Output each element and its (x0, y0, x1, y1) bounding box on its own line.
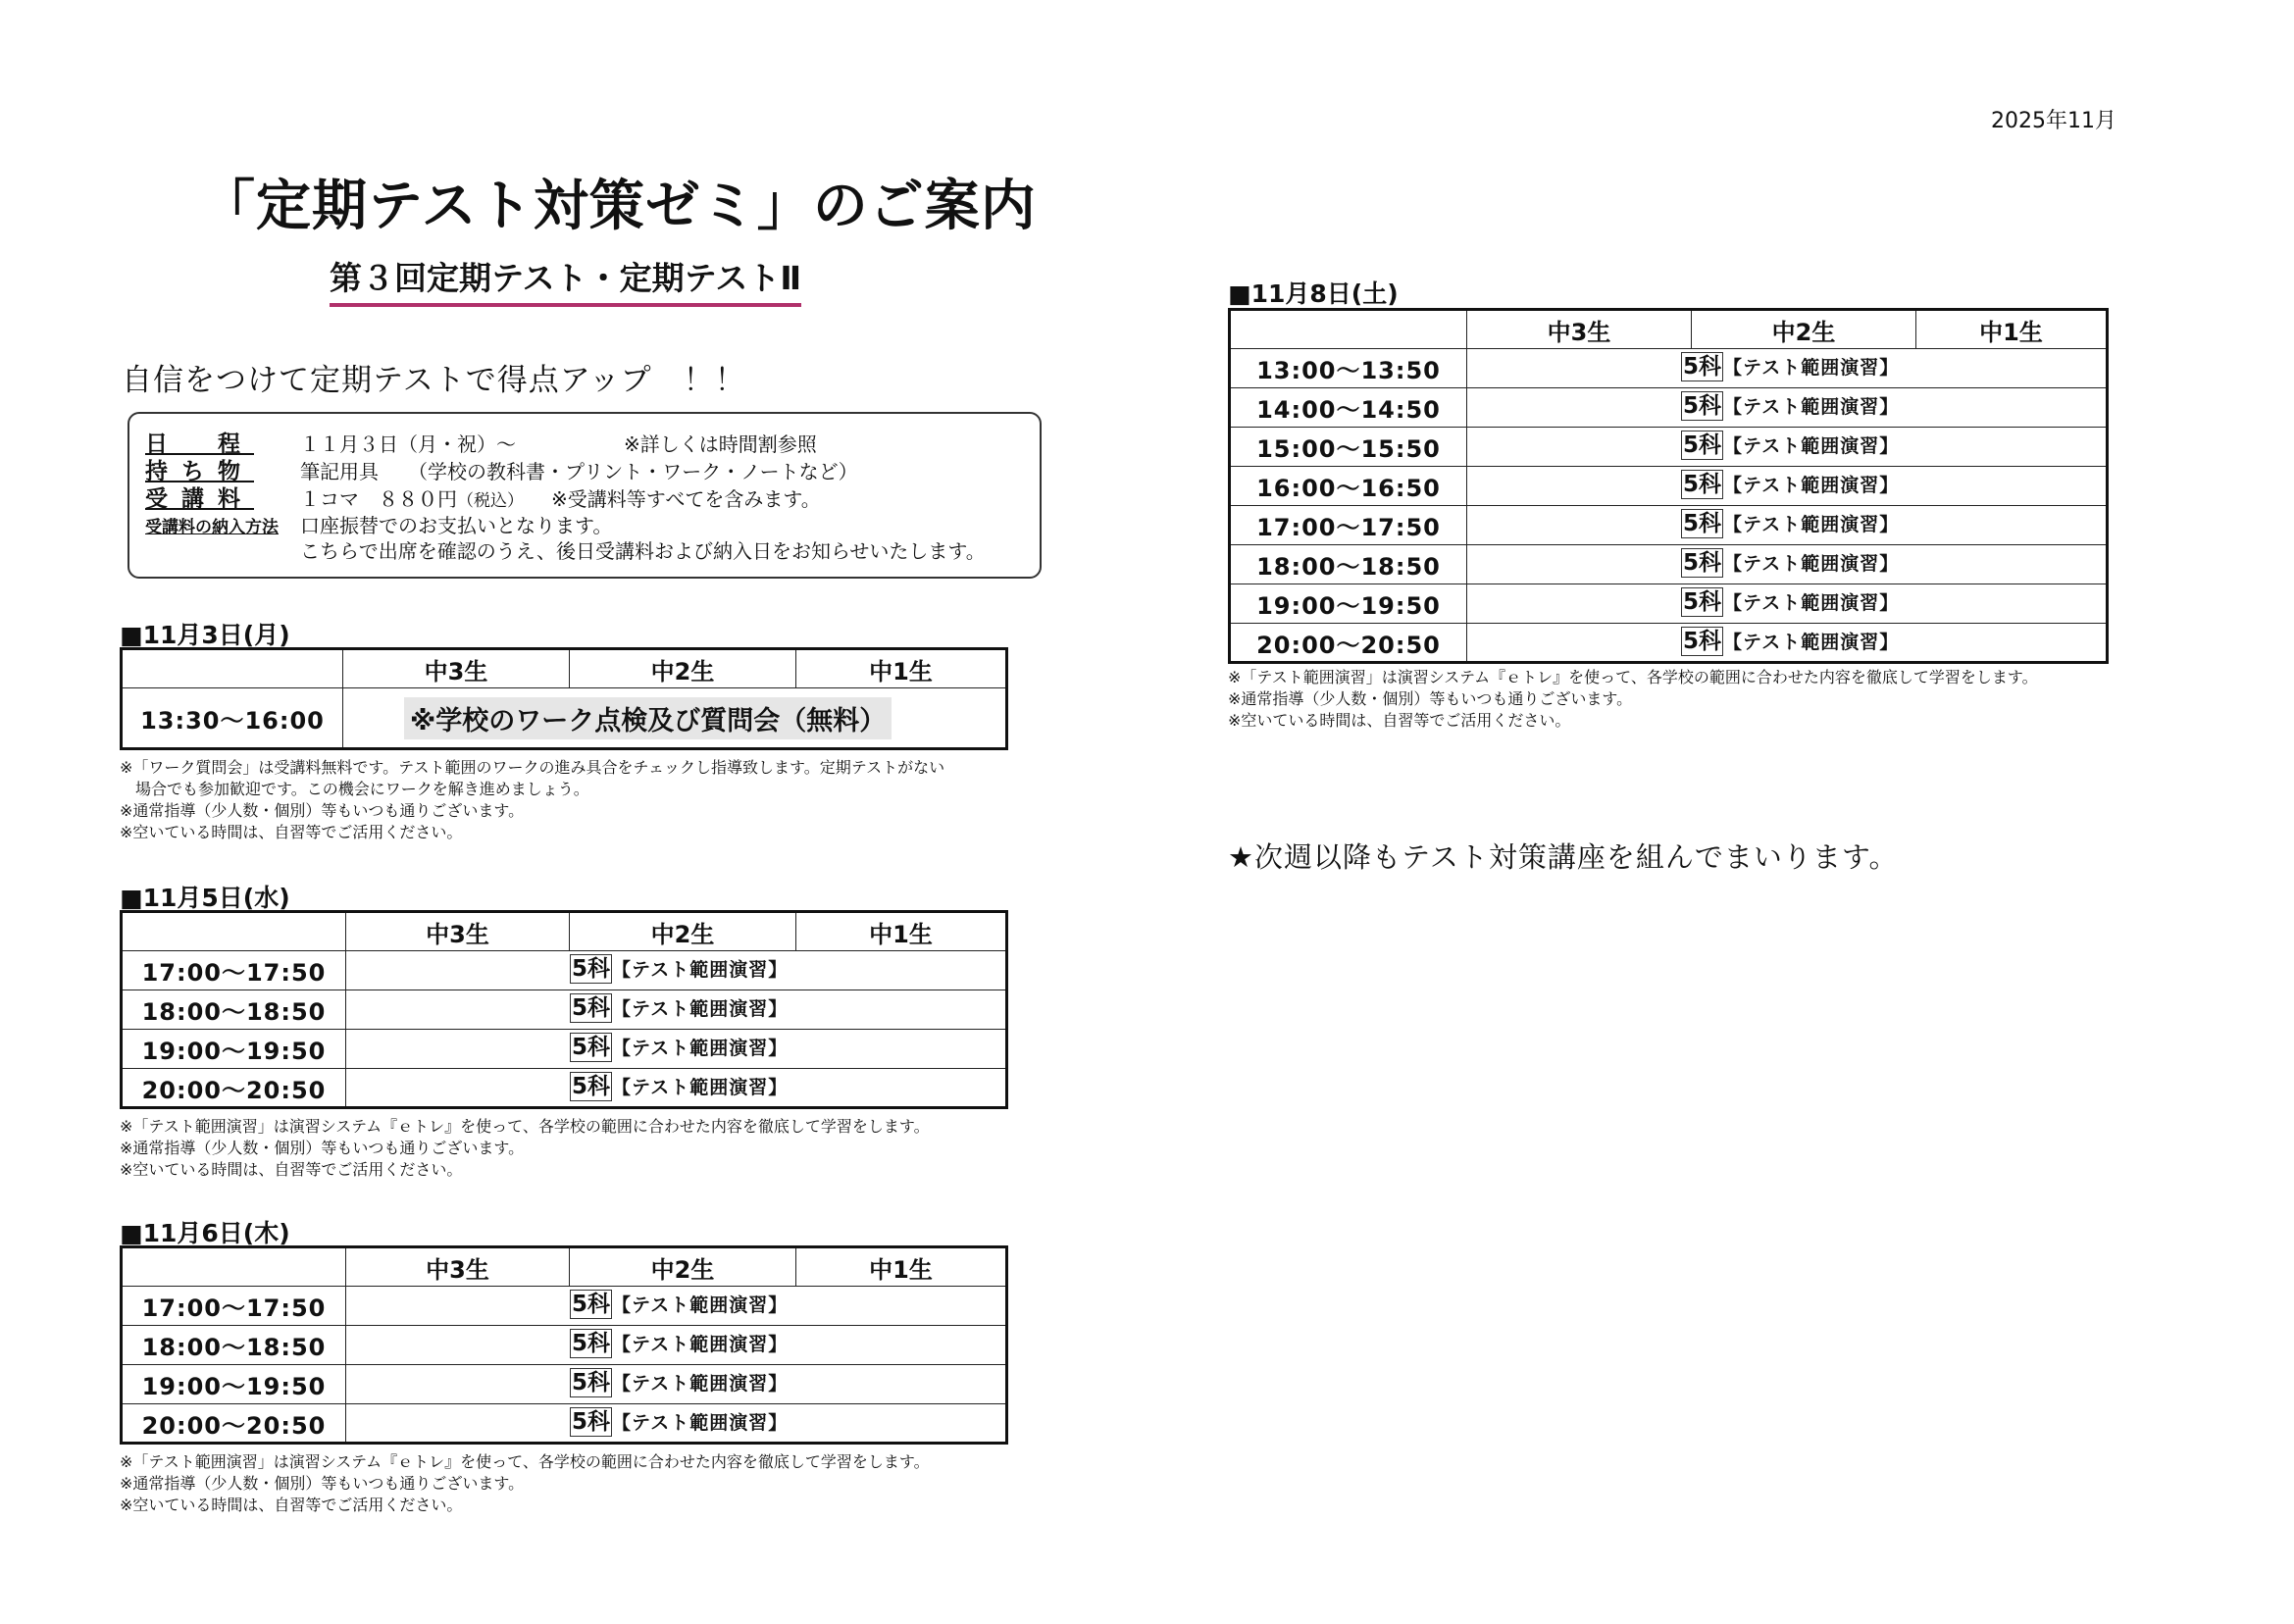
course-label: 【テスト範囲演習】 (612, 1038, 789, 1059)
time-cell: 18:00～18:50 (1230, 545, 1467, 584)
course-label: 【テスト範囲演習】 (612, 959, 789, 981)
time-cell: 18:00～18:50 (122, 990, 346, 1030)
info-fee-label: 受講料 (145, 486, 254, 512)
grade-header: 中3生 (346, 912, 570, 951)
course-cell (1467, 506, 2108, 545)
info-payment-line1: 口座振替でのお支払いとなります。 (300, 514, 613, 537)
time-cell: 19:00～19:50 (122, 1030, 346, 1069)
course-cell (346, 1326, 1007, 1365)
grade-header: 中1生 (796, 1247, 1007, 1287)
info-items-label: 持ち物 (145, 459, 254, 484)
course-label: 【テスト範囲演習】 (1723, 357, 1900, 379)
course-label: 【テスト範囲演習】 (612, 1334, 789, 1355)
info-schedule-label: 日 程 (145, 431, 254, 457)
day1-table (120, 647, 1008, 750)
day4-title: ■11月8日(土) (1228, 279, 1399, 308)
five-subjects-box: 5科 (572, 1074, 611, 1099)
five-subjects-box: 5科 (572, 1409, 611, 1435)
course-cell (346, 951, 1007, 990)
day2-title: ■11月5日(水) (120, 884, 290, 912)
info-schedule-value: １１月３日（月・祝）～ (300, 432, 516, 456)
five-subjects-box: 5科 (572, 1035, 611, 1060)
note-line: ※「テスト範囲演習」は演習システム『ｅトレ』を使って、各学校の範囲に合わせた内容を徹底して学習をします。 (120, 1452, 930, 1471)
note-line: ※空いている時間は、自習等でご活用ください。 (1228, 711, 1571, 730)
time-cell: 13:00～13:50 (1230, 349, 1467, 388)
info-fee-tax: （税込） (457, 491, 524, 511)
info-schedule-note: ※詳しくは時間割参照 (624, 432, 817, 456)
day4-row (1230, 428, 2108, 467)
day3-row (122, 1404, 1007, 1444)
note-line: ※通常指導（少人数・個別）等もいつも通りございます。 (120, 1474, 525, 1493)
course-cell (346, 990, 1007, 1030)
course-label: 【テスト範囲演習】 (1723, 592, 1900, 614)
closing-message: ★次週以降もテスト対策講座を組んでまいります。 (1228, 840, 1899, 874)
day4-row (1230, 624, 2108, 663)
course-cell (346, 1287, 1007, 1326)
five-subjects-box: 5科 (1683, 432, 1722, 458)
day3-row (122, 1365, 1007, 1404)
day4-row (1230, 349, 2108, 388)
note-line: ※空いている時間は、自習等でご活用ください。 (120, 823, 463, 841)
course-label: 【テスト範囲演習】 (1723, 435, 1900, 457)
content-cell (343, 688, 1007, 749)
grade-header: 中1生 (796, 912, 1007, 951)
day2-header-row (122, 912, 1007, 951)
five-subjects-box: 5科 (1683, 354, 1722, 380)
five-subjects-box: 5科 (1683, 472, 1722, 497)
five-subjects-box: 5科 (1683, 589, 1722, 615)
time-cell: 19:00～19:50 (1230, 584, 1467, 624)
course-label: 【テスト範囲演習】 (612, 1294, 789, 1316)
five-subjects-box: 5科 (572, 1370, 611, 1396)
five-subjects-box: 5科 (572, 995, 611, 1021)
info-fee-note: ※受講料等すべてを含みます。 (551, 487, 821, 511)
grade-header: 中3生 (1467, 310, 1692, 349)
day4-row (1230, 467, 2108, 506)
work-qa-text: ※学校のワーク点検及び質問会（無料） (404, 697, 892, 739)
info-fee (145, 481, 821, 513)
five-subjects-box: 5科 (572, 1292, 611, 1317)
day3-table (120, 1245, 1008, 1445)
day4-row (1230, 545, 2108, 584)
day4-row (1230, 584, 2108, 624)
page-subtitle: 第３回定期テスト・定期テストⅡ (330, 253, 801, 307)
course-cell (346, 1404, 1007, 1444)
course-label: 【テスト範囲演習】 (612, 1077, 789, 1098)
course-label: 【テスト範囲演習】 (1723, 553, 1900, 575)
lead-text: 自信をつけて定期テストで得点アップ ！！ (122, 363, 746, 398)
time-cell: 14:00～14:50 (1230, 388, 1467, 428)
time-cell: 18:00～18:50 (122, 1326, 346, 1365)
note-line: ※空いている時間は、自習等でご活用ください。 (120, 1160, 463, 1179)
note-line: ※「テスト範囲演習」は演習システム『ｅトレ』を使って、各学校の範囲に合わせた内容を徹底して学習をします。 (1228, 668, 2038, 686)
course-cell (1467, 624, 2108, 663)
course-cell (1467, 428, 2108, 467)
course-cell (1467, 545, 2108, 584)
time-cell: 19:00～19:50 (122, 1365, 346, 1404)
course-label: 【テスト範囲演習】 (1723, 475, 1900, 496)
course-cell (1467, 349, 2108, 388)
day1-header-row (122, 649, 1007, 688)
day3-title: ■11月6日(木) (120, 1219, 290, 1247)
info-payment-line2: こちらで出席を確認のうえ、後日受講料および納入日をお知らせいたします。 (300, 539, 986, 563)
grade-header: 中1生 (796, 649, 1007, 688)
course-label: 【テスト範囲演習】 (1723, 396, 1900, 418)
day1-notes (120, 757, 944, 843)
day3-notes (120, 1451, 930, 1516)
course-label: 【テスト範囲演習】 (1723, 632, 1900, 653)
grade-header: 中2生 (570, 912, 796, 951)
course-cell (346, 1030, 1007, 1069)
page-title: 「定期テスト対策ゼミ」のご案内 (200, 175, 1037, 238)
course-label: 【テスト範囲演習】 (612, 1373, 789, 1395)
time-cell: 20:00～20:50 (122, 1069, 346, 1108)
day4-header-row (1230, 310, 2108, 349)
day2-row (122, 951, 1007, 990)
time-cell: 20:00～20:50 (1230, 624, 1467, 663)
note-line: ※通常指導（少人数・個別）等もいつも通りございます。 (120, 801, 525, 820)
grade-header: 中3生 (343, 649, 570, 688)
day4-table (1228, 308, 2109, 664)
info-fee-value: １コマ ８８０円 (300, 487, 457, 511)
day2-notes (120, 1116, 930, 1181)
day4-notes (1228, 667, 2038, 732)
course-label: 【テスト範囲演習】 (612, 998, 789, 1020)
course-cell (1467, 467, 2108, 506)
five-subjects-box: 5科 (1683, 393, 1722, 419)
day1-title: ■11月3日(月) (120, 621, 290, 649)
day1-row (122, 688, 1007, 749)
day2-row (122, 1030, 1007, 1069)
course-cell (346, 1365, 1007, 1404)
five-subjects-box: 5科 (1683, 511, 1722, 536)
note-line: ※通常指導（少人数・個別）等もいつも通りございます。 (120, 1139, 525, 1157)
note-line: ※空いている時間は、自習等でご活用ください。 (120, 1496, 463, 1514)
time-cell: 17:00～17:50 (1230, 506, 1467, 545)
time-cell: 20:00～20:50 (122, 1404, 346, 1444)
time-cell: 13:30～16:00 (122, 688, 343, 749)
day3-header-row (122, 1247, 1007, 1287)
day2-row (122, 1069, 1007, 1108)
note-line: ※通常指導（少人数・個別）等もいつも通りございます。 (1228, 689, 1633, 708)
course-cell (1467, 388, 2108, 428)
five-subjects-box: 5科 (1683, 629, 1722, 654)
info-items-value: 筆記用具 （学校の教科書・プリント・ワーク・ノートなど） (300, 460, 858, 483)
grade-header: 中1生 (1916, 310, 2108, 349)
note-line: ※「テスト範囲演習」は演習システム『ｅトレ』を使って、各学校の範囲に合わせた内容を徹底して学習をします。 (120, 1117, 930, 1136)
day2-row (122, 990, 1007, 1030)
day3-row (122, 1287, 1007, 1326)
five-subjects-box: 5科 (1683, 550, 1722, 576)
day4-row (1230, 506, 2108, 545)
day4-row (1230, 388, 2108, 428)
course-label: 【テスト範囲演習】 (612, 1412, 789, 1434)
grade-header: 中2生 (1692, 310, 1916, 349)
time-cell: 17:00～17:50 (122, 951, 346, 990)
day2-table (120, 910, 1008, 1109)
time-cell: 15:00～15:50 (1230, 428, 1467, 467)
time-cell: 16:00～16:50 (1230, 467, 1467, 506)
note-line: 場合でも参加歓迎です。この機会にワークを解き進めましょう。 (120, 780, 589, 798)
course-cell (1467, 584, 2108, 624)
info-payment-label: 受講料の納入方法 (145, 518, 279, 537)
course-label: 【テスト範囲演習】 (1723, 514, 1900, 535)
course-cell (346, 1069, 1007, 1108)
time-cell: 17:00～17:50 (122, 1287, 346, 1326)
day3-row (122, 1326, 1007, 1365)
info-payment (145, 510, 612, 538)
five-subjects-box: 5科 (572, 1331, 611, 1356)
issue-date: 2025年11月 (1991, 109, 2116, 133)
info-box (127, 412, 1042, 579)
note-line: ※「ワーク質問会」は受講料無料です。テスト範囲のワークの進み具合をチェックし指導致します。定期テストがない (120, 758, 945, 777)
grade-header: 中3生 (346, 1247, 570, 1287)
grade-header: 中2生 (570, 649, 796, 688)
grade-header: 中2生 (570, 1247, 796, 1287)
five-subjects-box: 5科 (572, 956, 611, 982)
